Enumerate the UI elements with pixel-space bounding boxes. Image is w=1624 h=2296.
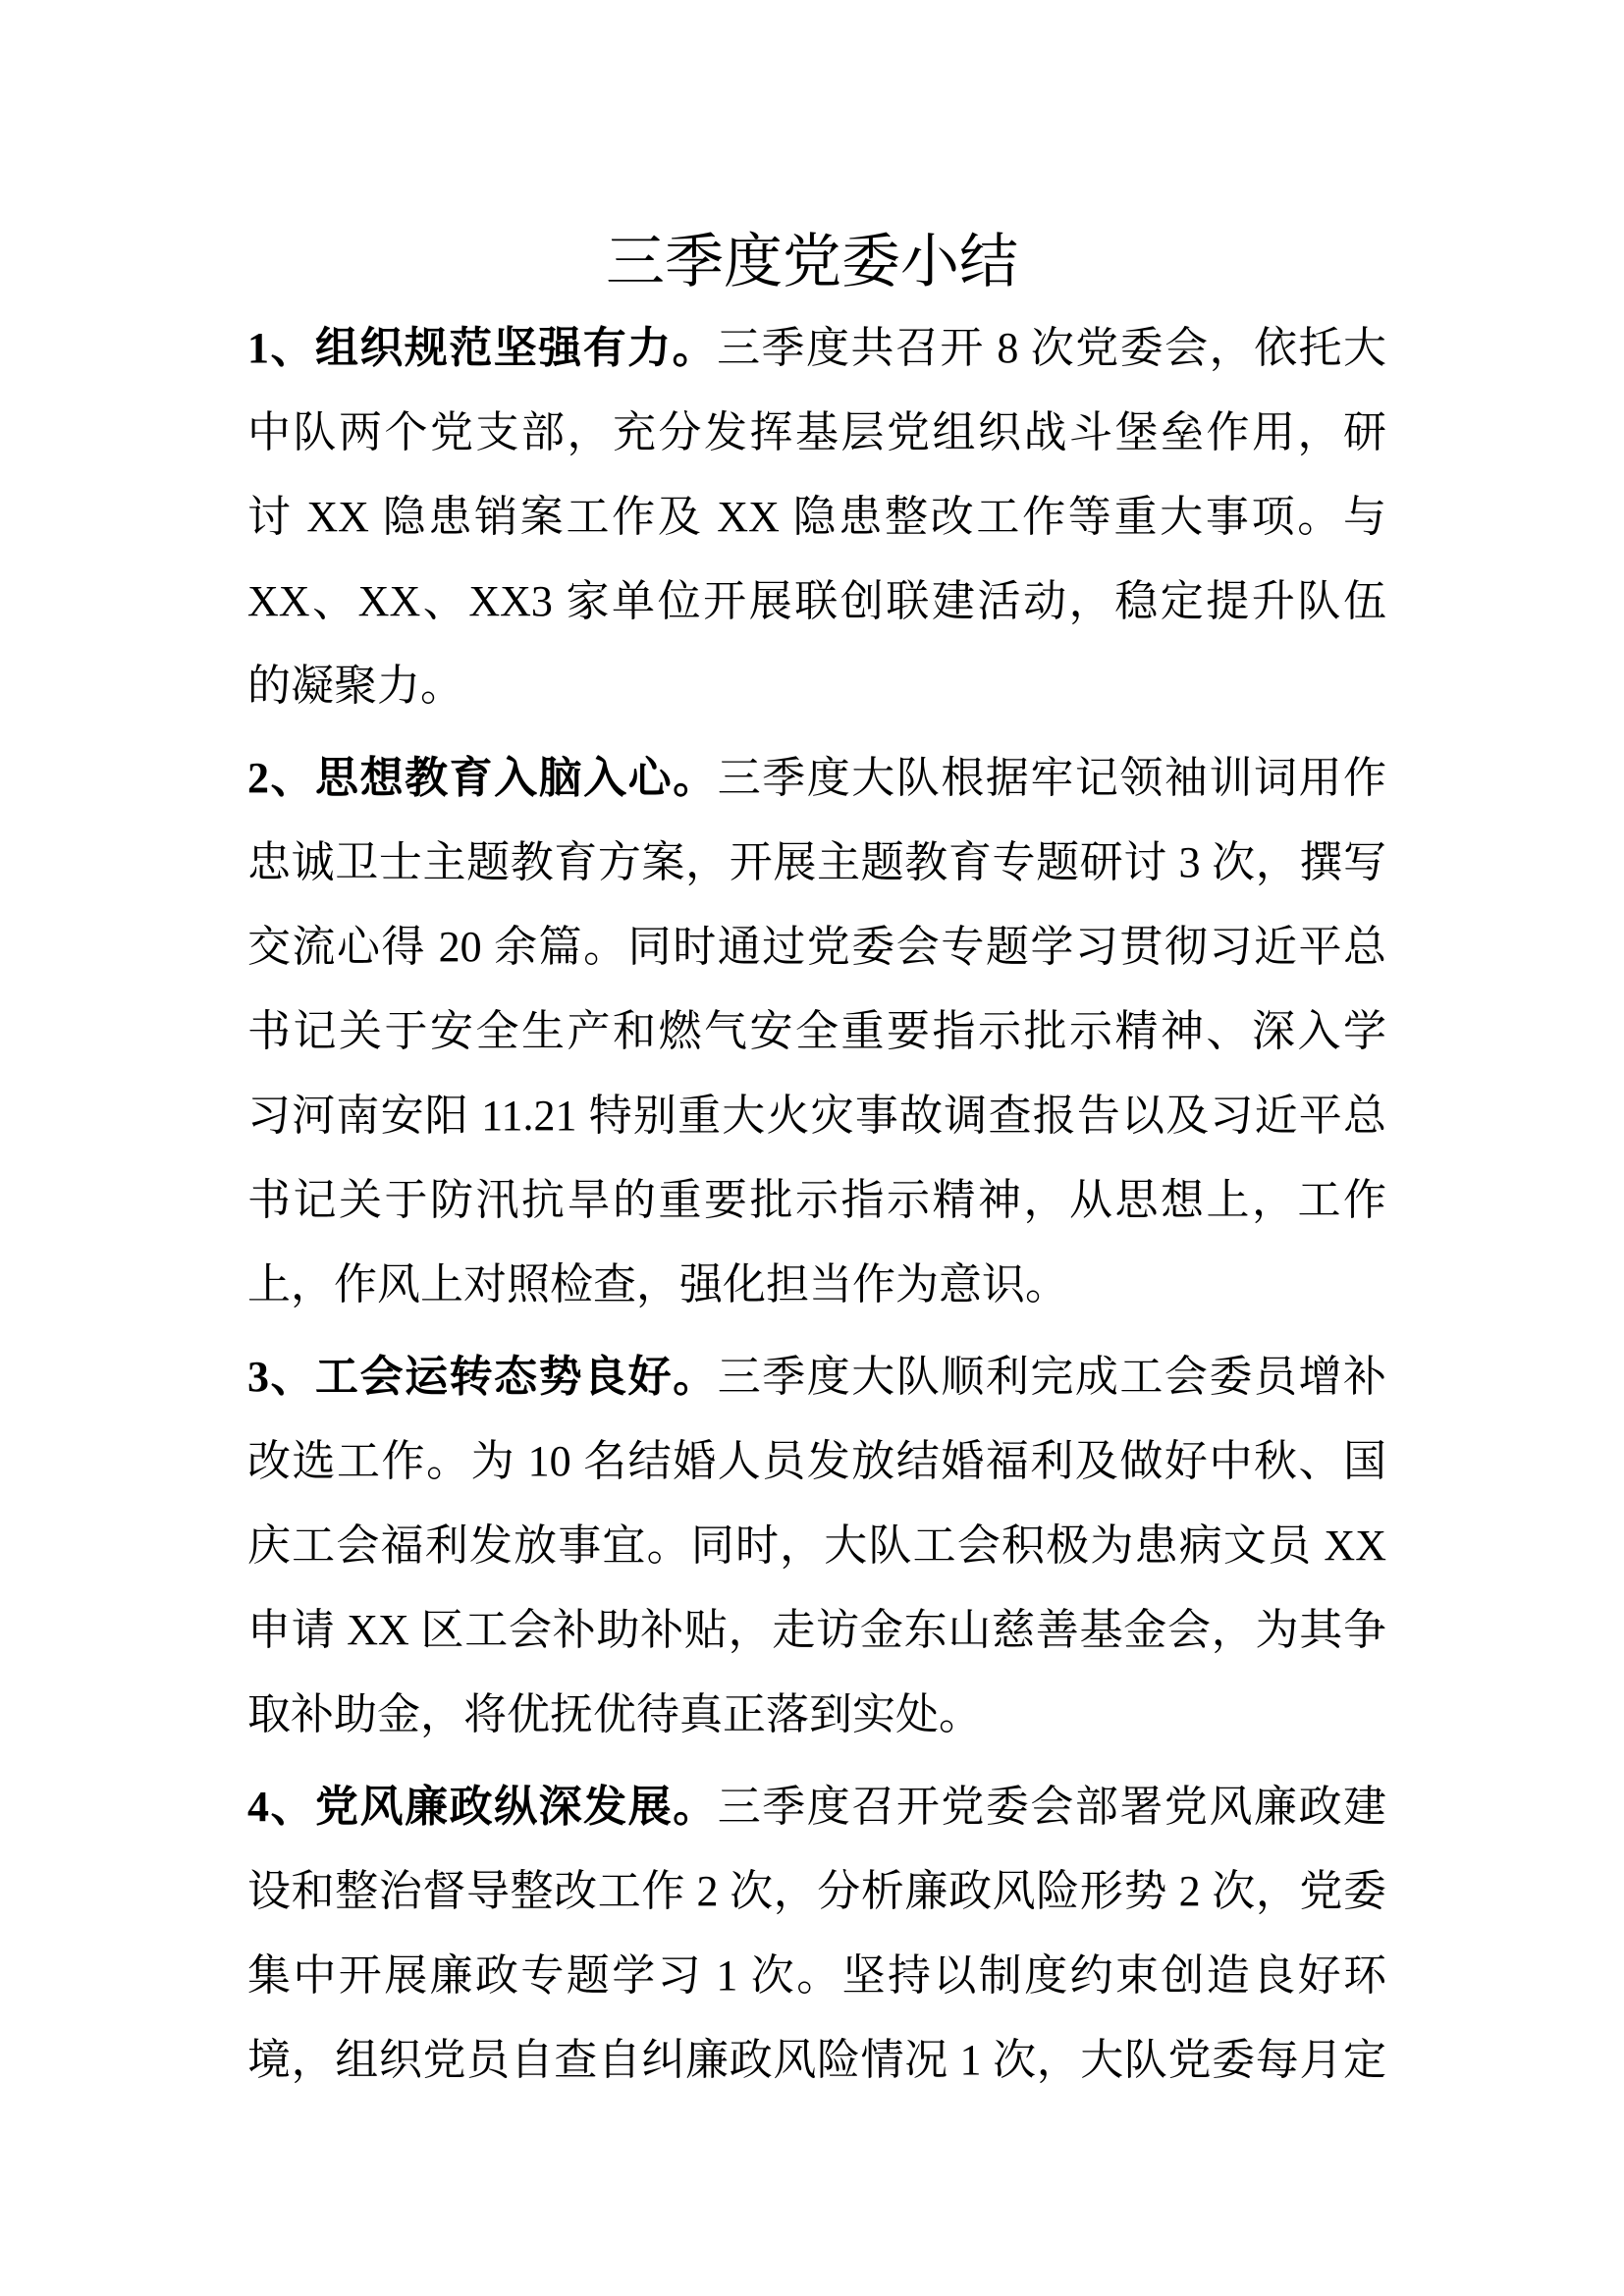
paragraph-1: [247, 306, 1386, 728]
paragraph-line: 中队两个党支部，充分发挥基层党组织战斗堡垒作用，研: [247, 408, 1386, 456]
item-number: 4、: [247, 1783, 316, 1831]
line-text: 三季度共召开 8 次党委会，依托大: [717, 324, 1387, 372]
paragraph-line: 书记关于防汛抗旱的重要批示指示精神，从思想上，工作: [247, 1176, 1386, 1224]
item-number: 1、: [247, 324, 315, 372]
item-heading: 思想教育入脑入心。: [315, 754, 718, 802]
paragraph-line: 取补助金，将优抚优待真正落到实处。: [247, 1690, 982, 1738]
paragraph-line: 集中开展廉政专题学习 1 次。坚持以制度约束创造良好环: [247, 1951, 1386, 2000]
paragraph-4: [247, 1765, 1386, 2103]
item-heading: 组织规范坚强有力。: [314, 324, 718, 372]
line-text: 三季度大队根据牢记领袖训词用作: [717, 754, 1387, 802]
paragraph-line: 申请 XX 区工会补助补贴，走访金东山慈善基金会，为其争: [247, 1606, 1386, 1654]
paragraph-line: 上，作风上对照检查，强化担当作为意识。: [247, 1260, 1068, 1308]
line-text: 三季度大队顺利完成工会委员增补: [717, 1353, 1387, 1401]
paragraph-line: 忠诚卫士主题教育方案，开展主题教育专题研讨 3 次，撰写: [247, 838, 1386, 886]
paragraph-line: 的凝聚力。: [247, 662, 463, 710]
paragraph-line: 书记关于安全生产和燃气安全重要指示批示精神、深入学: [247, 1007, 1386, 1055]
paragraph-line: 庆工会福利发放事宜。同时，大队工会积极为患病文员 XX: [247, 1522, 1386, 1570]
line-text: 三季度召开党委会部署党风廉政建: [717, 1783, 1387, 1831]
paragraph-line: 设和整治督导整改工作 2 次，分析廉政风险形势 2 次，党委: [247, 1867, 1386, 1915]
paragraph-line: XX、XX、XX3 家单位开展联创联建活动，稳定提升队伍: [247, 577, 1386, 625]
paragraph-line: 习河南安阳 11.21 特别重大火灾事故调查报告以及习近平总: [247, 1092, 1386, 1140]
item-heading: 工会运转态势良好。: [315, 1353, 718, 1401]
paragraph-line: 改选工作。为 10 名结婚人员发放结婚福利及做好中秋、国: [247, 1437, 1386, 1485]
document-title: 三季度党委小结: [606, 228, 1018, 296]
paragraph-line: 讨 XX 隐患销案工作及 XX 隐患整改工作等重大事项。与: [247, 493, 1386, 541]
paragraph-2: [247, 736, 1386, 1327]
item-number: 3、: [247, 1353, 316, 1401]
paragraph-line: 交流心得 20 余篇。同时通过党委会专题学习贯彻习近平总: [247, 923, 1386, 971]
paragraph-line: [247, 1335, 1386, 1419]
paragraph-line: 境，组织党员自查自纠廉政风险情况 1 次，大队党委每月定: [247, 2036, 1386, 2084]
document-body: [247, 306, 1386, 2110]
paragraph-line: [247, 736, 1386, 821]
paragraph-line: [247, 306, 1386, 391]
item-number: 2、: [247, 754, 316, 802]
paragraph-3: [247, 1335, 1386, 1757]
item-heading: 党风廉政纵深发展。: [315, 1783, 718, 1831]
paragraph-line: [247, 1765, 1386, 1849]
